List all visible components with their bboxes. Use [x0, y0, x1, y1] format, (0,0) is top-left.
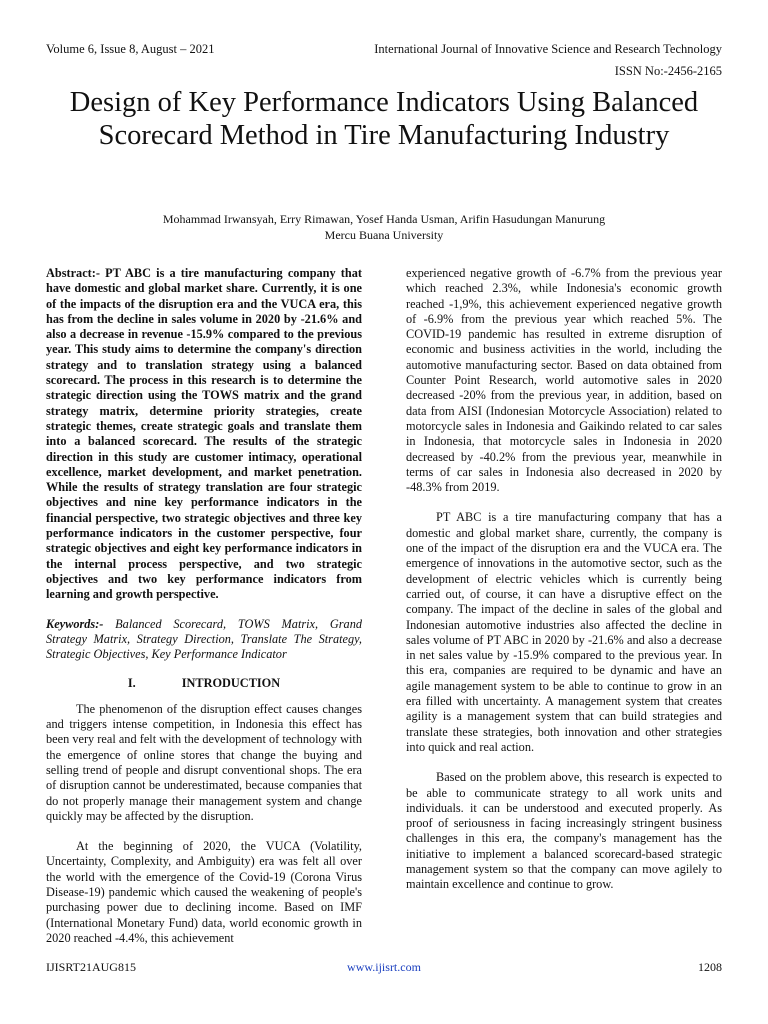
- section-number: I.: [127, 676, 136, 691]
- journal-name: International Journal of Innovative Science and Research Technology: [374, 42, 722, 56]
- journal-website-link[interactable]: www.ijisrt.com: [347, 960, 421, 974]
- paragraph: At the beginning of 2020, the VUCA (Volatility, Uncertainty, Complexity, and Ambiguity) era was felt all over the world with the emergence of the Covid-19 (Corona Virus Disease-19) pandemic which caused the weakening of people's purchasing power due to declining income. Based on IMF (International Monetary Fund) data, world economic growth in 2020 reached -4.4%, this achievement: [46, 839, 362, 945]
- left-column: [46, 266, 362, 946]
- keywords-text: Balanced Scorecard, TOWS Matrix, Grand Strategy Matrix, Strategy Direction, Translate The Strategy, Strategic Objectives, Key Performance Indicator: [46, 616, 362, 662]
- paragraph: PT ABC is a tire manufacturing company that has a domestic and global market share, currently, the company is one of the impact of the disruption era and the VUCA era. The emergence of innovations in the automotive sector, such as the development of electric vehicles which is currently being carried out, of course, it can have a disruptive effect on the company. The impact of the decline in sales of the global and Indonesian automotive industries also affected the decline in sales volume of PT ABC in 2020 by -21.6% and also a decrease in net sales value by -15.9% compared to the previous year. In this era, companies are required to be dynamic and have an agile management system to be able to continue to grow in an era filled with uncertainty. A management system that creates agility is a management system that can build strategies and translate these strategies, both innovation and other strategies into quick and real action.: [406, 510, 722, 754]
- issn: ISSN No:-2456-2165: [614, 64, 722, 78]
- author-list: Mohammad Irwansyah, Erry Rimawan, Yosef Handa Usman, Arifin Hasudungan Manurung: [162, 212, 606, 226]
- paper-id: IJISRT21AUG815: [46, 960, 136, 974]
- keywords-label: Keywords:-: [46, 616, 104, 631]
- journal-volume: Volume 6, Issue 8, August – 2021: [46, 42, 215, 56]
- page-number: 1208: [698, 960, 722, 974]
- affiliation: Mercu Buana University: [324, 228, 444, 242]
- section-title: INTRODUCTION: [181, 676, 281, 691]
- abstract: Abstract:- PT ABC is a tire manufacturing company that have domestic and global market share. Currently, it is one of the impacts of the disruption era and the VUCA era, this has from the decline in sales volume in 2020 by -21.6% and also a decrease in revenue -15.9% compared to the previous year. This study aims to determine the company's direction strategy and to translation strategy using a balanced scorecard. The process in this research is to determine the strategic direction using the TOWS matrix and the grand strategy matrix, determine priority strategies, create strategic themes, create strategic goals and translate them into a balanced scorecard. The results of the strategic direction in this study are customer intimacy, operational excellence, market development, and market penetration. While the results of strategy translation are four strategic objectives and nine key performance indicators in the financial perspective, two strategic objectives and three key performance indicators in the customer perspective, four strategic objectives and eight key performance indicators in the internal process perspective, and two strategic objectives and two key performance indicators from learning and growth perspective.: [46, 266, 362, 602]
- keywords: [46, 617, 362, 663]
- paragraph: Based on the problem above, this research is expected to be able to communicate strategy to all work units and individuals. it can be understood and executed properly. As proof of seriousness in facing increasingly stringent business challenges in this era, the company's management has the initiative to implement a balanced scorecard-based strategic management system so that the company can move agilely to maintain excellence and continue to grow.: [406, 770, 722, 892]
- paragraph: experienced negative growth of -6.7% from the previous year which reached 2.3%, while Indonesia's economic growth reached -1,9%, this achievement experienced negative growth of -6.9% from the previous year which reached 5%. The COVID-19 pandemic has resulted in extreme disruption of economic and business activities in the world, including the automotive manufacturing sector. Based on data obtained from Counter Point Research, world automotive sales in 2020 decreased -20% from the previous year, in addition, based on data from AISI (Indonesian Motorcycle Association) related to motorcycle sales in Indonesia and Gaikindo related to car sales in Indonesia, that motorcycle sales in Indonesia in 2020 decreased by -40.2% from the previous year, meanwhile in terms of car sales in Indonesia also decreased in 2020 by -48.3% from 2019.: [406, 266, 722, 495]
- paper-title: Design of Key Performance Indicators Using Balanced Scorecard Method in Tire Manufacturing Industry: [69, 87, 699, 151]
- right-column: [406, 266, 722, 893]
- section-heading: [46, 676, 362, 691]
- paragraph: The phenomenon of the disruption effect causes changes and triggers intense competition, in Indonesia this effect has been very real and felt with the development of technology with the emergence of online stores that change the buying and selling trend of people and disrupt conventional shops. The era of disruption cannot be underestimated, because companies that do not properly manage their management system and change quickly may be affected by the disruption.: [46, 701, 362, 823]
